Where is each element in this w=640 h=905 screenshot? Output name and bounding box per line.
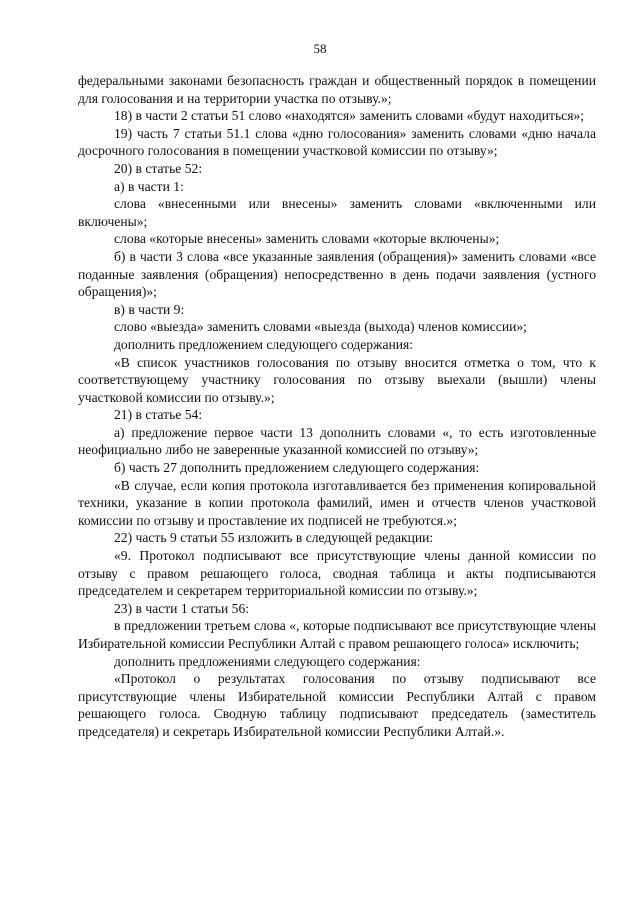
paragraph: 22) часть 9 статьи 55 изложить в следующей редакции:: [114, 530, 434, 546]
paragraph: б) в части 3 слова «все указанные заявления (обращения)» заменить словами «все поданные заявления (обращения) непосредственно в день подачи заявления (устного обращения)»;: [78, 248, 596, 300]
paragraph: слово «выезда» заменить словами «выезда (выхода) членов комиссии»;: [114, 319, 527, 335]
page-number: 58: [313, 41, 327, 56]
paragraph: а) предложение первое части 13 дополнить словами «, то есть изготовленные неофициально либо не заверенные указанной комиссией по отзыву»;: [78, 424, 596, 458]
paragraph: слова «которые внесены» заменить словами «которые включены»;: [114, 231, 500, 247]
paragraph: «В случае, если копия протокола изготавливается без применения копировальной техники, указание в копии протокола фамилий, имен и отчеств членов участковой комиссии по отзыву и проставление их подписей не требуются.»;: [78, 477, 596, 528]
paragraph: 21) в статье 54:: [114, 407, 203, 423]
paragraph: 20) в статье 52:: [114, 160, 203, 176]
paragraph: б) часть 27 дополнить предложением следующего содержания:: [114, 460, 480, 476]
paragraph: в) в части 9:: [114, 301, 185, 317]
paragraph: а) в части 1:: [114, 178, 184, 194]
paragraph: «В список участников голосования по отзыву вносится отметка о том, что к соответствующему участнику голосования по отзыву выехали (вышли) члены участковой комиссии по отзыву.»;: [78, 354, 596, 405]
paragraph: дополнить предложением следующего содержания:: [114, 336, 414, 352]
document-body: [78, 72, 596, 741]
paragraph: дополнить предложениями следующего содержания:: [114, 653, 421, 669]
paragraph: федеральными законами безопасность граждан и общественный порядок в помещении для голосования и на территории участка по отзыву.»;: [78, 73, 596, 106]
paragraph: 19) часть 7 статьи 51.1 слова «дню голосования» заменить словами «дню начала досрочного голосования в помещении участковой комиссии по отзыву»;: [78, 125, 596, 159]
paragraph: в предложении третьем слова «, которые подписывают все присутствующие члены Избирательной комиссии Республики Алтай с правом решающего голоса» исключить;: [78, 618, 596, 651]
paragraph: 23) в части 1 статьи 56:: [114, 600, 250, 616]
paragraph: 18) в части 2 статьи 51 слово «находятся» заменить словами «будут находиться»;: [114, 108, 585, 124]
paragraph: «9. Протокол подписывают все присутствующие члены данной комиссии по отзыву с правом решающего голоса, сводная таблица и акты подписываются председателем и секретарем территориальной комиссии по отзыву.»;: [78, 548, 596, 599]
paragraph: «Протокол о результатах голосования по отзыву подписывают все присутствующие члены Избирательной комиссии Республики Алтай с правом решающего голоса. Сводную таблицу подписывают председатель (заместитель председателя) и секретарь Избирательной комиссии Республики Алтай.».: [78, 671, 596, 739]
paragraph: слова «внесенными или внесены» заменить словами «включенными или включены»;: [78, 196, 596, 229]
